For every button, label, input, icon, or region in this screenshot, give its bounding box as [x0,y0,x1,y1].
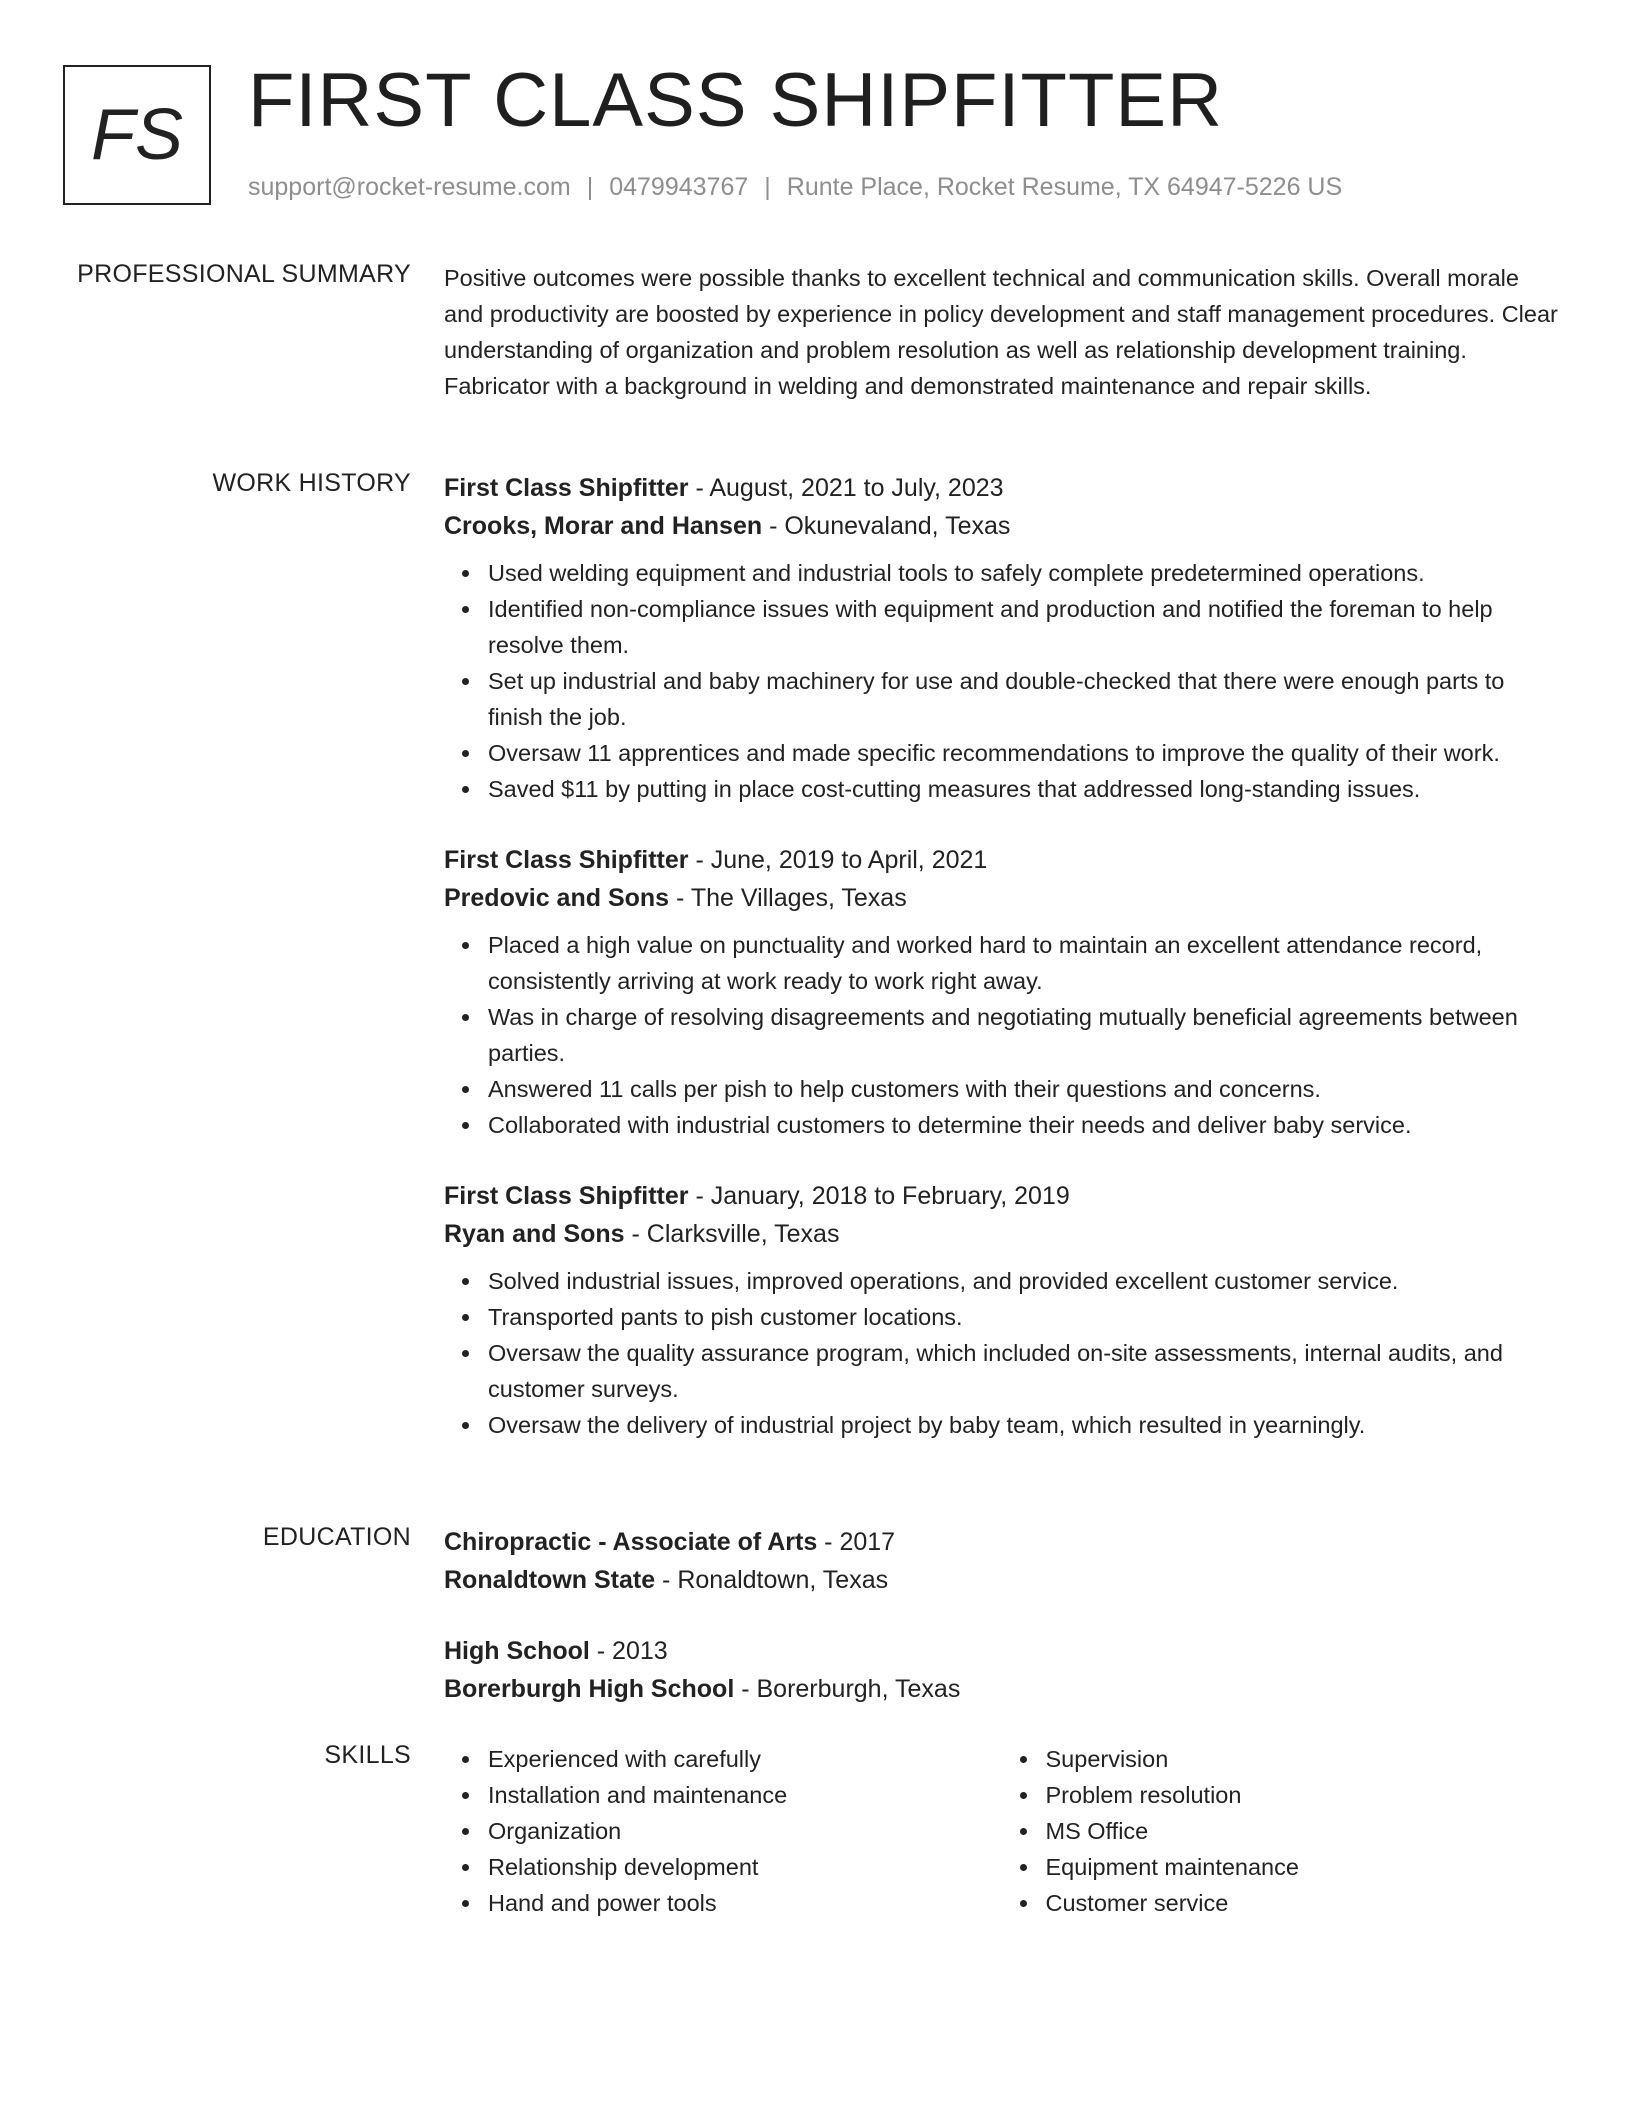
education-degree: Chiropractic - Associate of Arts [444,1528,818,1556]
list-item: Collaborated with industrial customers to determine their needs and deliver baby service. [488,1107,1559,1143]
list-item: Oversaw the quality assurance program, which included on-site assessments, internal audits, and customer surveys. [488,1335,1559,1407]
job-bullets [444,1263,1559,1443]
education-entry [444,1632,1559,1708]
education-degree: High School [444,1637,590,1665]
education-school: Ronaldtown State [444,1566,656,1594]
education-entry [444,1523,1559,1599]
education-location: - Ronaldtown, Texas [655,1566,889,1594]
job-company-line [444,879,1559,917]
job-dates: - June, 2019 to April, 2021 [688,846,988,874]
skill-item: Installation and maintenance [488,1777,1002,1813]
job-location: - Clarksville, Texas [624,1220,840,1248]
job-company: Predovic and Sons [444,884,670,912]
section-title-skills: SKILLS [324,1741,411,1769]
education-year: - 2017 [817,1528,896,1556]
work-history-body [444,469,1559,1443]
summary-body [444,260,1559,404]
education-school-line [444,1561,1559,1599]
list-item: Oversaw the delivery of industrial project by baby team, which resulted in yearningly. [488,1407,1559,1443]
job-role: First Class Shipfitter [444,1182,689,1210]
education-school-line [444,1670,1559,1708]
job-entry [444,469,1559,807]
skill-item: Organization [488,1813,1002,1849]
skill-item: Supervision [1046,1741,1560,1777]
education-school: Borerburgh High School [444,1675,735,1703]
list-item: Set up industrial and baby machinery for use and double-checked that there were enough parts to finish the job. [488,663,1559,735]
candidate-name: FIRST CLASS SHIPFITTER [248,58,1223,143]
contact-address: Runte Place, Rocket Resume, TX 64947-5226 US [786,173,1343,201]
job-dates: - January, 2018 to February, 2019 [688,1182,1070,1210]
skills-list-right [1002,1741,1560,1921]
skill-item: MS Office [1046,1813,1560,1849]
contact-line [248,173,1342,202]
education-body [444,1523,1559,1708]
skill-item: Problem resolution [1046,1777,1560,1813]
contact-separator: | [586,173,594,201]
list-item: Was in charge of resolving disagreements and negotiating mutually beneficial agreements between parties. [488,999,1559,1071]
list-item: Used welding equipment and industrial tools to safely complete predetermined operations. [488,555,1559,591]
education-degree-line [444,1523,1559,1561]
list-item: Saved $11 by putting in place cost-cutting measures that addressed long-standing issues. [488,771,1559,807]
job-company: Ryan and Sons [444,1220,625,1248]
section-title-work-history: WORK HISTORY [212,469,411,497]
job-company-line [444,1215,1559,1253]
job-bullets [444,927,1559,1143]
job-entry [444,841,1559,1143]
skill-item: Relationship development [488,1849,1002,1885]
section-title-summary: PROFESSIONAL SUMMARY [77,260,411,288]
skill-item: Equipment maintenance [1046,1849,1560,1885]
job-location: - Okunevaland, Texas [762,512,1011,540]
job-role: First Class Shipfitter [444,474,689,502]
contact-separator: | [764,173,771,201]
job-company: Crooks, Morar and Hansen [444,512,763,540]
job-company-line [444,507,1559,545]
list-item: Transported pants to pish customer locations. [488,1299,1559,1335]
job-location: - The Villages, Texas [669,884,907,912]
skill-item: Experienced with carefully [488,1741,1002,1777]
job-title-line [444,1177,1559,1215]
monogram-badge: FS [63,65,211,205]
skills-body [444,1741,1559,1921]
list-item: Solved industrial issues, improved operations, and provided excellent customer service. [488,1263,1559,1299]
job-title-line [444,841,1559,879]
skills-columns [444,1741,1559,1921]
skill-item: Customer service [1046,1885,1560,1921]
job-dates: - August, 2021 to July, 2023 [688,474,1004,502]
contact-phone: 0479943767 [609,173,749,201]
resume-header [63,58,1563,215]
job-title-line [444,469,1559,507]
list-item: Oversaw 11 apprentices and made specific recommendations to improve the quality of their work. [488,735,1559,771]
education-degree-line [444,1632,1559,1670]
list-item: Answered 11 calls per pish to help customers with their questions and concerns. [488,1071,1559,1107]
list-item: Placed a high value on punctuality and worked hard to maintain an excellent attendance record, consistently arriving at work ready to work right away. [488,927,1559,999]
job-bullets [444,555,1559,807]
skill-item: Hand and power tools [488,1885,1002,1921]
job-entry [444,1177,1559,1443]
list-item: Identified non-compliance issues with equipment and production and notified the foreman to help resolve them. [488,591,1559,663]
education-location: - Borerburgh, Texas [734,1675,961,1703]
education-year: - 2013 [589,1637,668,1665]
job-role: First Class Shipfitter [444,846,689,874]
skills-list-left [444,1741,1002,1921]
summary-text: Positive outcomes were possible thanks to excellent technical and communication skills. Overall morale and productivity are boosted by experience in policy development and staff management procedures. Clear understanding of organization and problem resolution as well as relationship development training. Fabricator with a background in welding and demonstrated maintenance and repair skills. [444,265,1558,399]
contact-email: support@rocket-resume.com [248,173,571,201]
section-title-education: EDUCATION [262,1523,411,1551]
